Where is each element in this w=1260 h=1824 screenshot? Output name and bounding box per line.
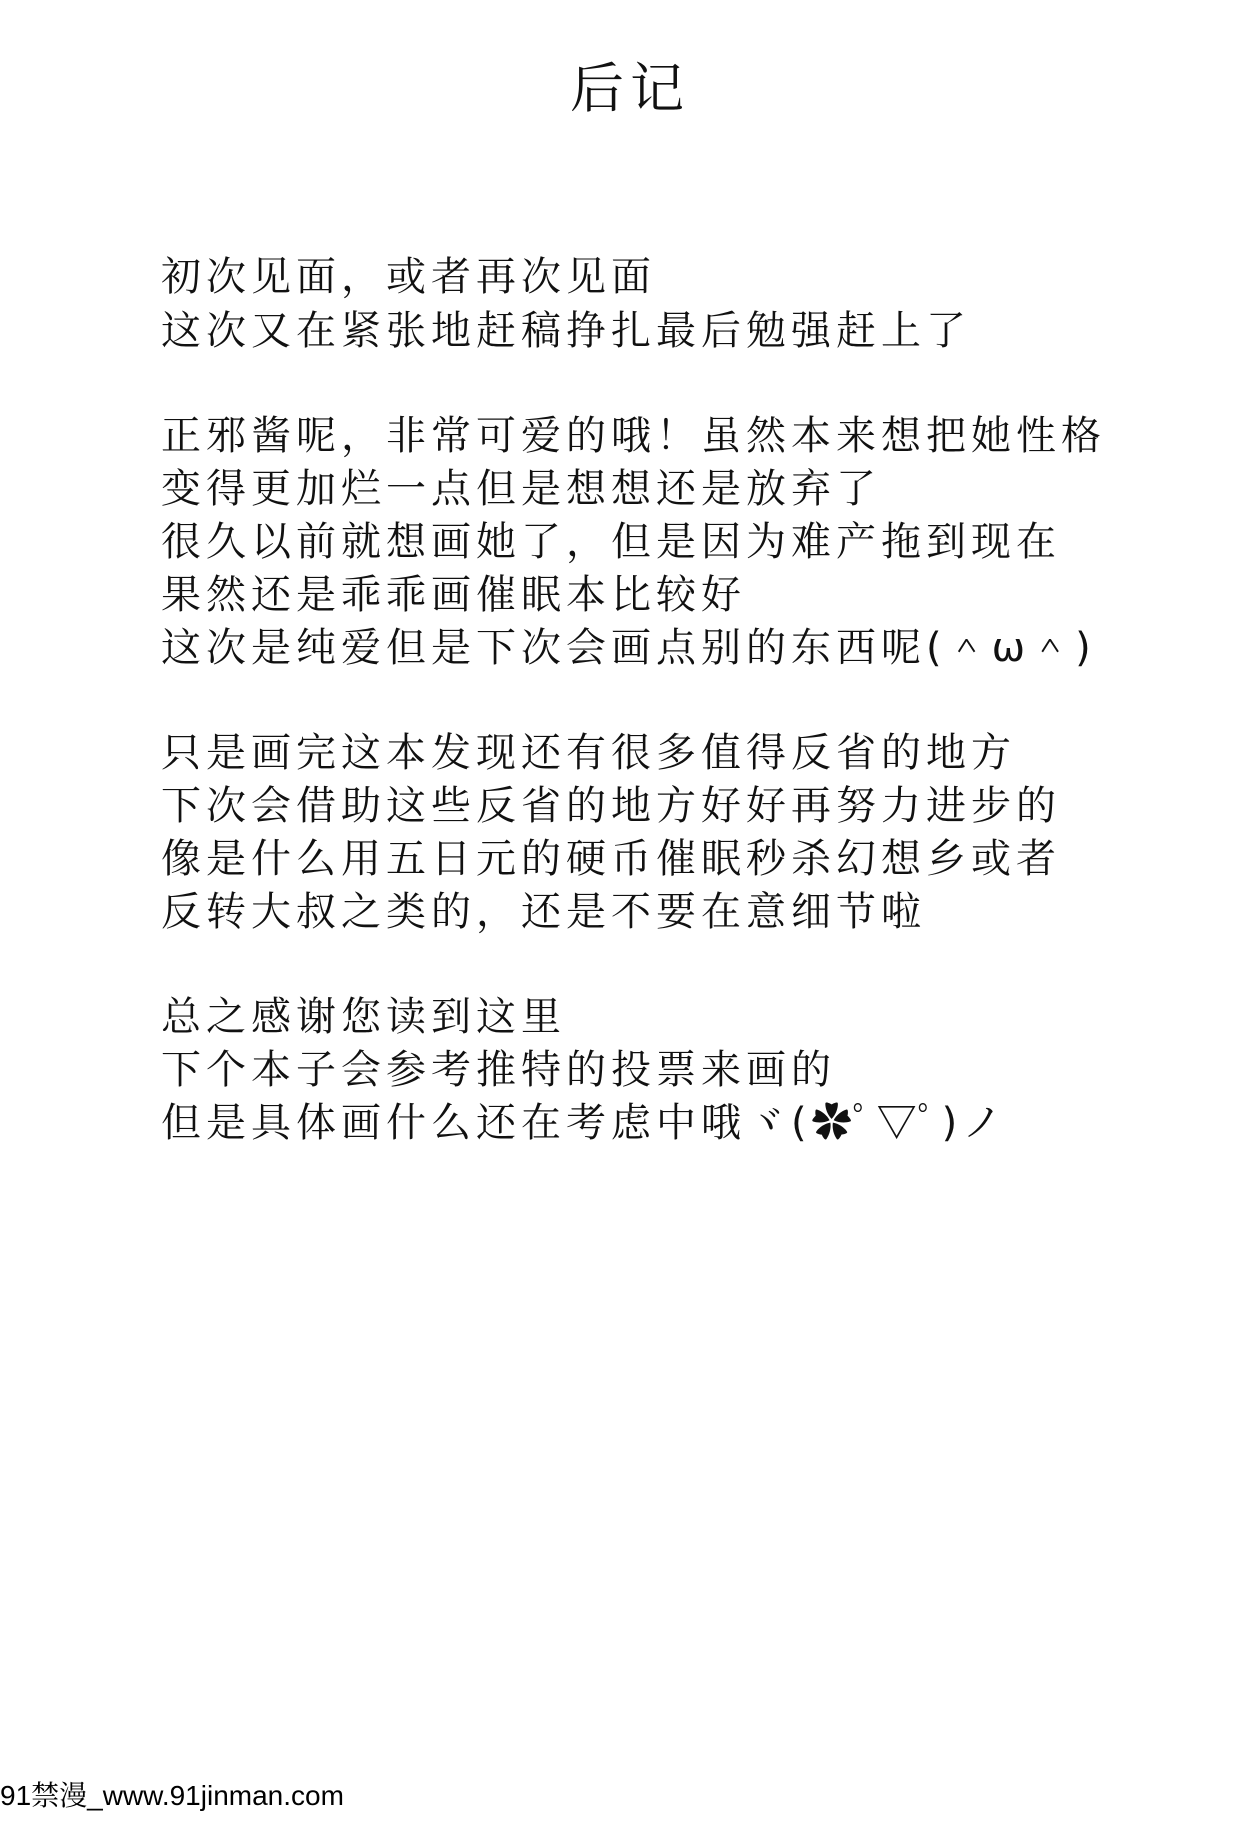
text-line: 这次又在紧张地赶稿挣扎最后勉强赶上了: [161, 308, 971, 354]
text-line: 反转大叔之类的，还是不要在意细节啦: [161, 889, 926, 935]
paragraph-4: [161, 991, 1161, 1150]
afterword-body: [161, 250, 1161, 1202]
paragraph-2: [161, 410, 1161, 675]
text-line: 很久以前就想画她了，但是因为难产拖到现在: [161, 519, 1061, 565]
text-line: 只是画完这本发现还有很多值得反省的地方: [161, 730, 1016, 776]
text-line: 变得更加烂一点但是想想还是放弃了: [161, 466, 881, 512]
paragraph-1: [161, 250, 1161, 358]
text-line: 总之感谢您读到这里: [161, 994, 566, 1040]
text-line: 像是什么用五日元的硬币催眠秒杀幻想乡或者: [161, 836, 1061, 882]
paragraph-3: [161, 727, 1161, 939]
text-line: 下次会借助这些反省的地方好好再努力进步的: [161, 783, 1061, 829]
text-line: 正邪酱呢，非常可爱的哦！虽然本来想把她性格: [161, 413, 1106, 459]
page-title: 后记: [570, 57, 690, 120]
text-line: 初次见面，或者再次见面: [161, 254, 656, 300]
text-line: 下个本子会参考推特的投票来画的: [161, 1047, 836, 1093]
text-line: 果然还是乖乖画催眠本比较好: [161, 572, 746, 618]
site-watermark: 91禁漫_www.91jinman.com: [0, 1780, 344, 1811]
text-line: 这次是纯爱但是下次会画点别的东西呢(＾ω＾): [161, 625, 1096, 671]
text-line: 但是具体画什么还在考虑中哦ヾ(✿ﾟ▽ﾟ)ノ: [161, 1100, 1008, 1146]
